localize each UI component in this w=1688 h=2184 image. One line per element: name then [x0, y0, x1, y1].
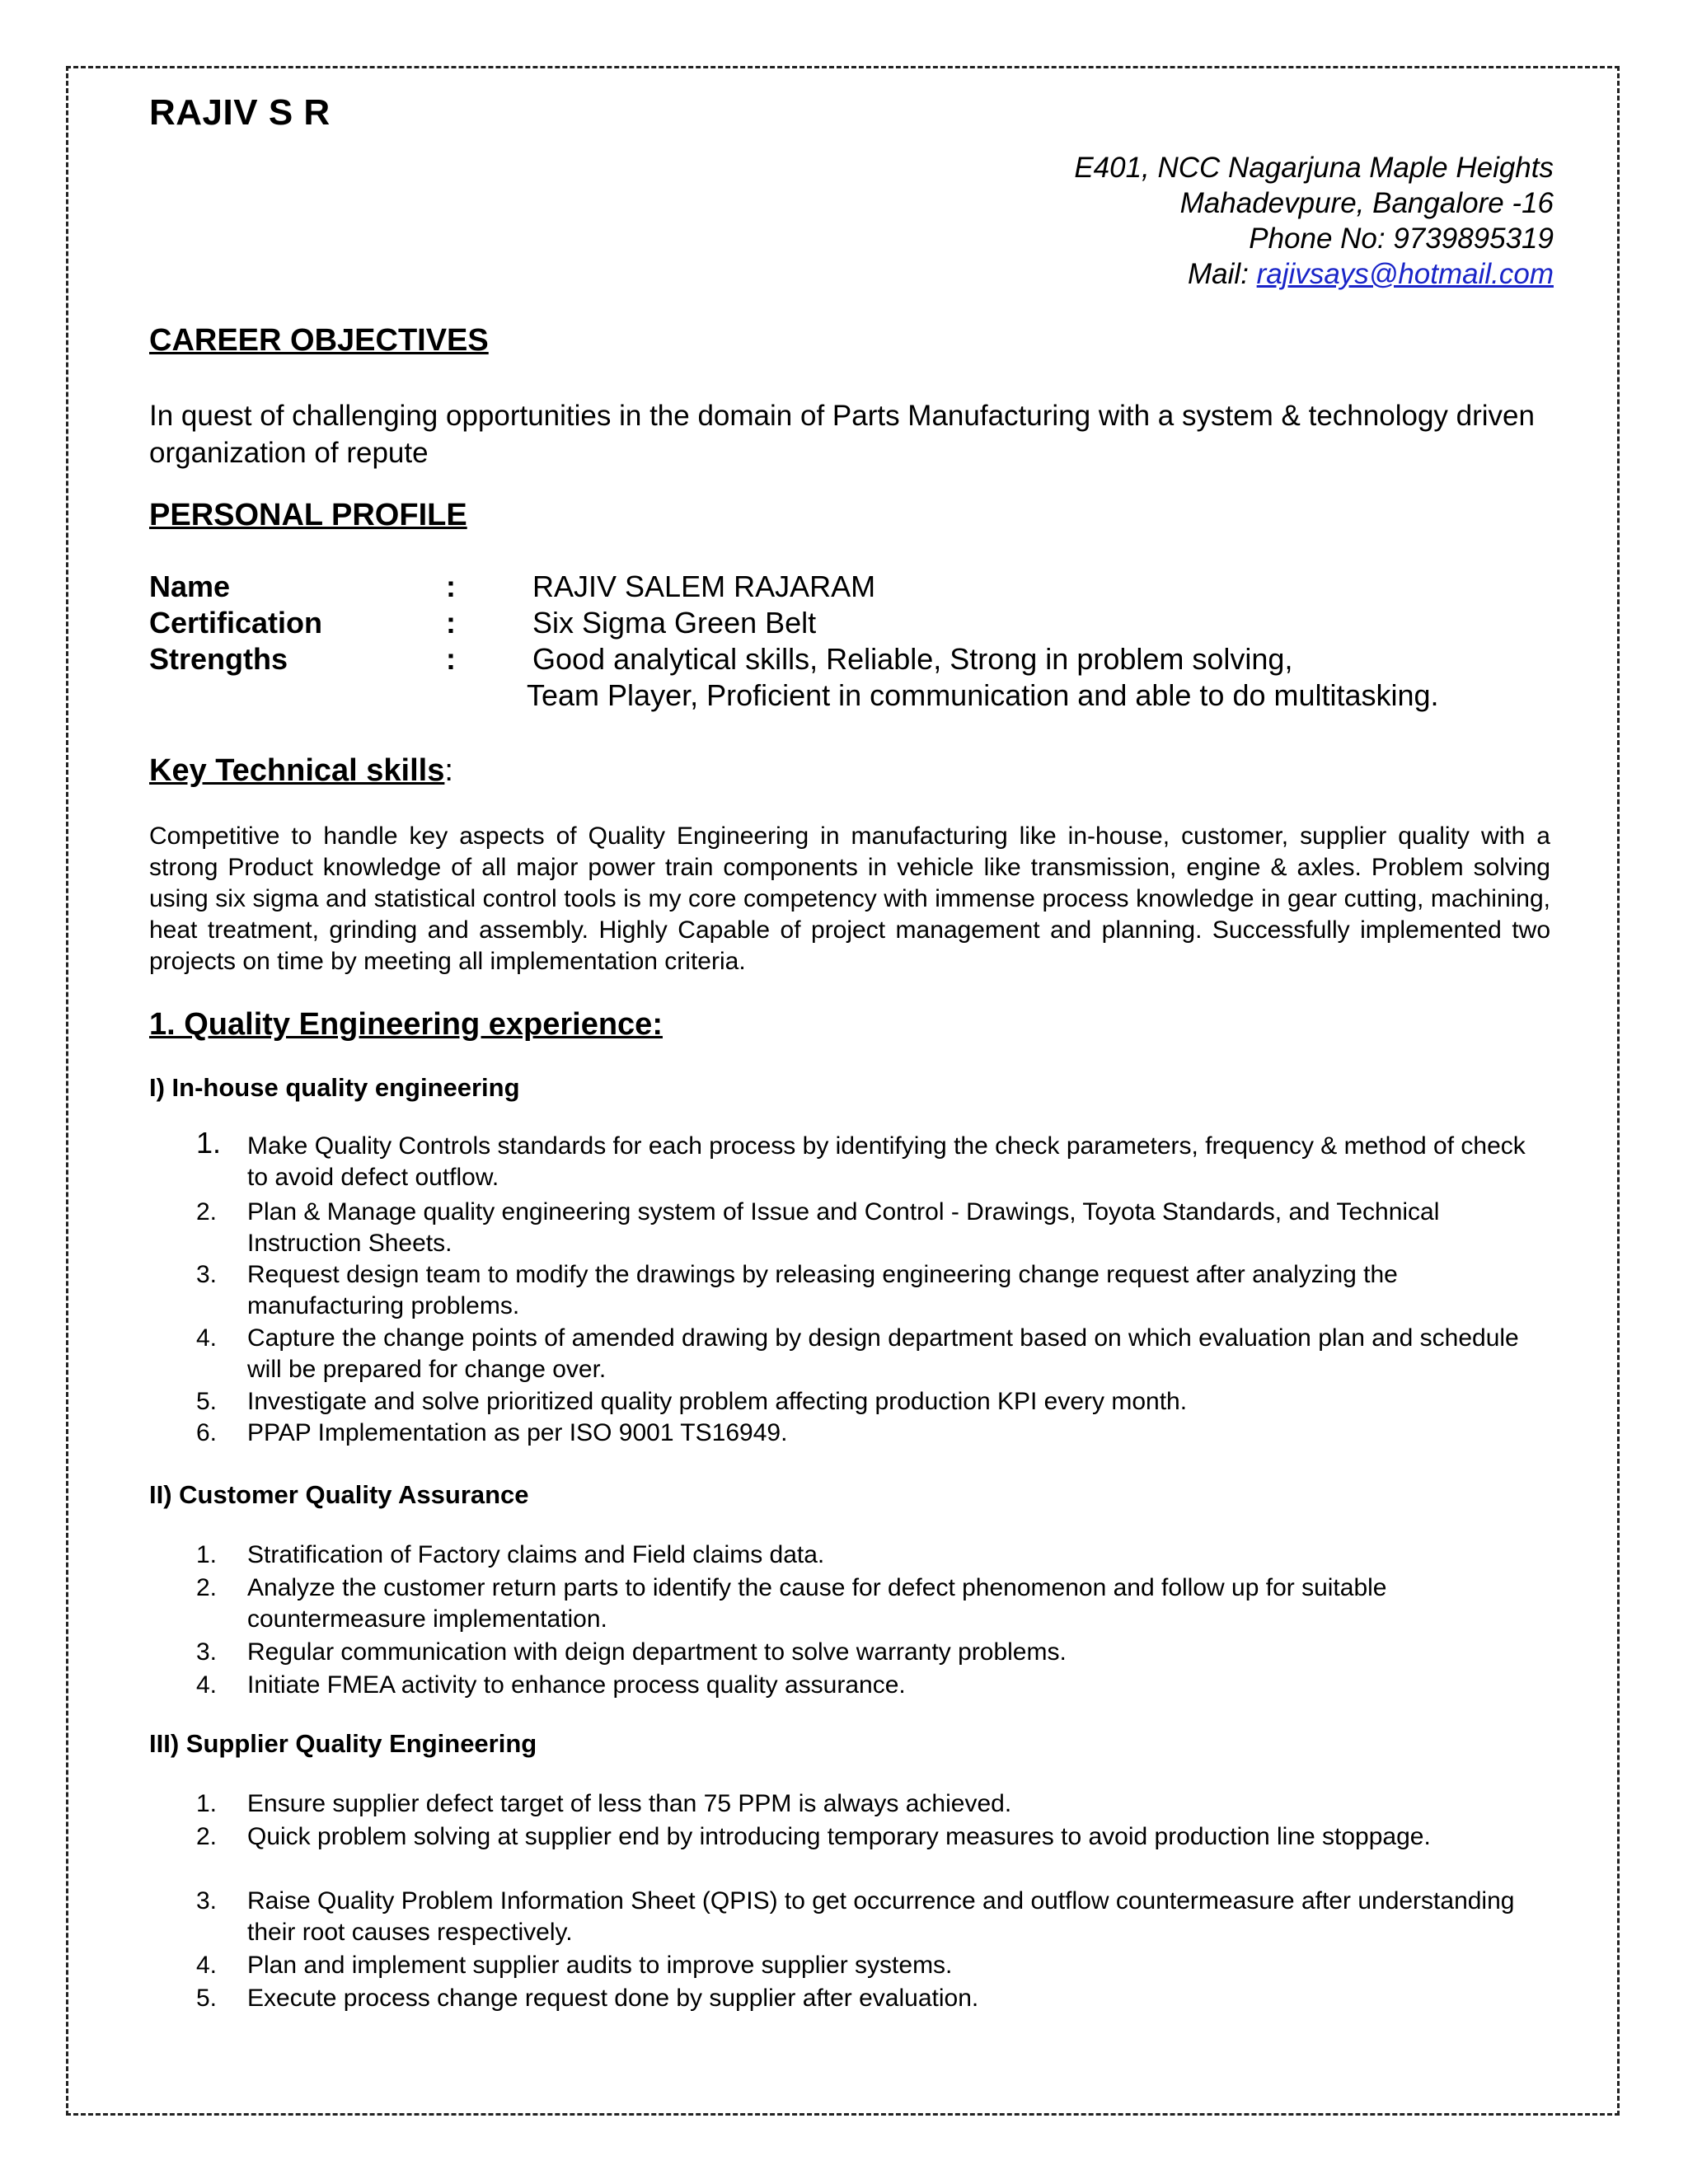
list-text: Capture the change points of amended drawing by design department based on which evaluation plan and schedule will be prepared for change over.	[247, 1324, 1519, 1383]
profile-label: Certification	[149, 606, 323, 640]
key-skills-colon: :	[444, 753, 453, 788]
email-line	[1074, 256, 1554, 292]
career-objectives-text: In quest of challenging opportunities in the domain of Parts Manufacturing with a system & technology driven organization of repute	[149, 400, 1535, 469]
list-text: Quick problem solving at supplier end by introducing temporary measures to avoid production line stoppage.	[247, 1823, 1431, 1850]
list-text: PPAP Implementation as per ISO 9001 TS16949.	[247, 1419, 788, 1446]
list-number: 1.	[196, 1541, 218, 1568]
list-number: 4.	[196, 1671, 218, 1699]
list-number: 2.	[196, 1198, 218, 1226]
list-number: 3.	[196, 1261, 218, 1288]
list-number: 5.	[196, 1388, 218, 1415]
list-text: Regular communication with deign department to solve warranty problems.	[247, 1638, 1067, 1666]
list-number: 5.	[196, 1985, 218, 2012]
experience-heading: 1. Quality Engineering experience:	[149, 1007, 663, 1042]
list-text: Ensure supplier defect target of less than 75 PPM is always achieved.	[247, 1790, 1012, 1817]
supplier-subheading: III) Supplier Quality Engineering	[149, 1729, 537, 1758]
list-text: Stratification of Factory claims and Field claims data.	[247, 1541, 825, 1568]
list-number: 3.	[196, 1887, 218, 1915]
list-text: Plan and implement supplier audits to improve supplier systems.	[247, 1952, 953, 1979]
list-text: Raise Quality Problem Information Sheet (QPIS) to get occurrence and outflow countermeasure after understanding their root causes respectively.	[247, 1887, 1515, 1946]
list-text: Execute process change request done by supplier after evaluation.	[247, 1985, 979, 2012]
address-line-2: Mahadevpure, Bangalore -16	[1179, 187, 1554, 219]
profile-colon: :	[446, 606, 456, 640]
contact-block	[1074, 150, 1554, 292]
list-text: Plan & Manage quality engineering system of Issue and Control - Drawings, Toyota Standards, and Technical Instruction Sheets.	[247, 1198, 1440, 1257]
profile-value: RAJIV SALEM RAJARAM	[532, 569, 876, 603]
phone-number: Phone No: 9739895319	[1249, 223, 1554, 255]
personal-profile-heading: PERSONAL PROFILE	[149, 498, 467, 532]
email-label: Mail:	[1188, 258, 1257, 290]
profile-label: Name	[149, 569, 231, 603]
list-text: Request design team to modify the drawings by releasing engineering change request after analyzing the manufacturing problems.	[247, 1261, 1398, 1319]
inhouse-subheading: I) In-house quality engineering	[149, 1073, 520, 1102]
list-text: Initiate FMEA activity to enhance process quality assurance.	[247, 1671, 906, 1699]
profile-value: Good analytical skills, Reliable, Strong in problem solving,	[532, 642, 1293, 676]
list-number: 1.	[196, 1790, 218, 1817]
list-text: Analyze the customer return parts to identify the cause for defect phenomenon and follow up for suitable countermeasure implementation.	[247, 1574, 1387, 1633]
key-skills-text: Competitive to handle key aspects of Quality Engineering in manufacturing like in-house, customer, supplier quality with a strong Product knowledge of all major power train components in vehicle like transmission, engine & axles. Problem solving using six sigma and statistical control tools is my core competency with immense process knowledge in gear cutting, machining, heat treatment, grinding and assembly. Highly Capable of project management and planning. Successfully implemented two projects on time by meeting all implementation criteria.	[149, 823, 1550, 975]
key-skills-heading: Key Technical skills	[149, 753, 445, 788]
profile-label: Strengths	[149, 642, 288, 676]
profile-value: Six Sigma Green Belt	[532, 606, 817, 640]
profile-value: Team Player, Proficient in communication and able to do multitasking.	[527, 678, 1439, 712]
list-text: Investigate and solve prioritized quality problem affecting production KPI every month.	[247, 1388, 1188, 1415]
profile-colon: :	[446, 569, 456, 603]
career-objectives-heading: CAREER OBJECTIVES	[149, 323, 489, 358]
list-text: Make Quality Controls standards for each process by identifying the check parameters, frequency & method of check to avoid defect outflow.	[247, 1132, 1526, 1191]
list-number: 6.	[196, 1419, 218, 1446]
list-number: 3.	[196, 1638, 218, 1666]
profile-colon: :	[446, 642, 456, 676]
list-number: 4.	[196, 1324, 218, 1352]
list-number: 4.	[196, 1952, 218, 1979]
key-skills-heading-wrap	[149, 753, 453, 789]
address-line-1: E401, NCC Nagarjuna Maple Heights	[1074, 152, 1554, 184]
list-number: 1.	[196, 1126, 222, 1160]
list-number: 2.	[196, 1823, 218, 1850]
candidate-name: RAJIV S R	[149, 92, 331, 133]
list-number: 2.	[196, 1574, 218, 1601]
customer-subheading: II) Customer Quality Assurance	[149, 1480, 529, 1509]
email-link[interactable]: rajivsays@hotmail.com	[1256, 258, 1554, 290]
